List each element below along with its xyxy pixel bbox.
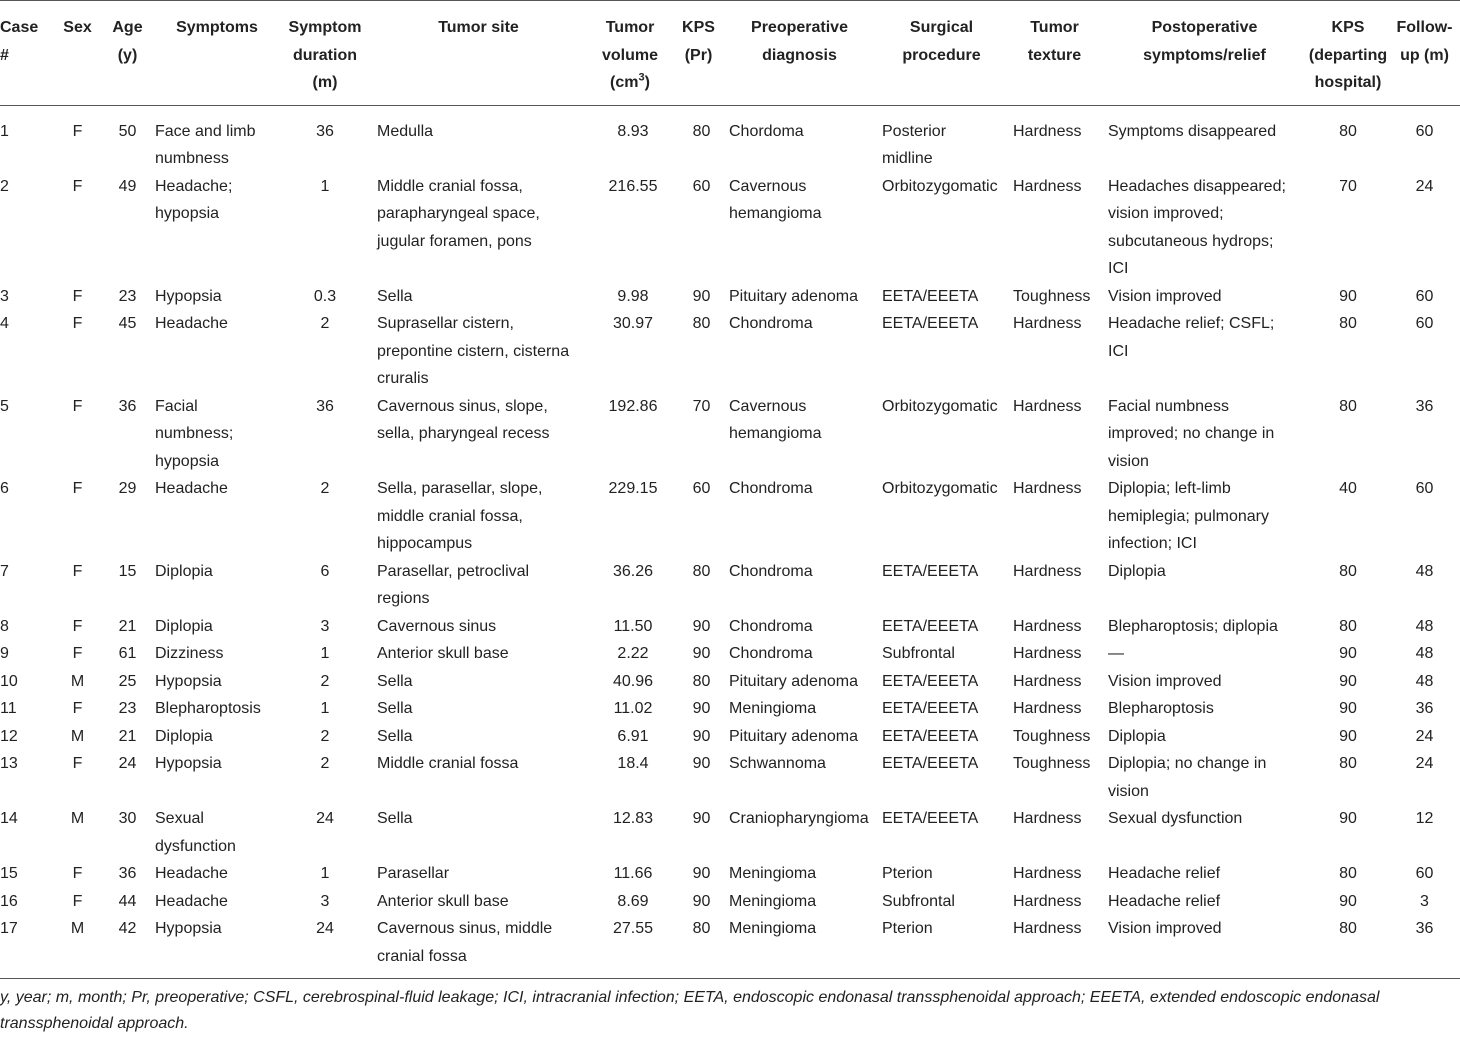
cell-sex: F [72, 865, 83, 882]
cell-case: 3 [0, 287, 9, 305]
cell-postop: Facial numbness improved; no change in vision [1108, 397, 1275, 470]
cell-diagnosis: Meningioma [729, 865, 817, 882]
cell-site: Cavernous sinus, slope, sella, pharyngeal recess [377, 397, 550, 442]
cell-texture: Hardness [1013, 315, 1082, 332]
cell-postop: Vision improved [1108, 672, 1222, 690]
cell-duration: 3 [320, 892, 330, 910]
cell-procedure: EETA/EEETA [882, 617, 979, 635]
cell-postop: Headache relief; CSFL; ICI [1108, 315, 1275, 360]
cell-site: Sella [377, 287, 413, 305]
cell-postop: Diplopia [1108, 727, 1166, 745]
cell-duration: 1 [320, 865, 330, 882]
cell-symptoms: Diplopia [155, 562, 213, 580]
cell-procedure: EETA/EEETA [882, 727, 979, 745]
cell-volume: 8.69 [617, 892, 649, 910]
cell-postop: Blepharoptosis [1108, 700, 1214, 717]
table-row [0, 695, 1460, 723]
cell-kps-pr: 90 [692, 892, 711, 910]
cell-duration: 1 [320, 645, 330, 662]
cell-sex: M [70, 672, 85, 690]
cell-symptoms: Face and limb numbness [155, 122, 256, 167]
table-row [0, 915, 1460, 979]
cell-age: 42 [118, 920, 137, 937]
cell-symptoms: Headache [155, 480, 228, 497]
cell-duration: 2 [320, 727, 330, 745]
cell-duration: 2 [320, 315, 330, 332]
cell-followup: 24 [1415, 727, 1434, 745]
cell-diagnosis: Meningioma [729, 920, 817, 937]
cell-kps-departing: 90 [1339, 672, 1357, 690]
cell-case: 10 [0, 672, 18, 690]
cell-kps-departing: 80 [1339, 617, 1357, 635]
cell-age: 21 [118, 617, 137, 635]
cell-volume: 36.26 [612, 562, 654, 580]
cell-procedure: EETA/EEETA [882, 672, 979, 690]
cell-diagnosis: Schwannoma [729, 755, 826, 772]
cell-procedure: Orbitozygomatic [882, 480, 998, 497]
cell-case: 9 [0, 645, 9, 662]
cell-duration: 24 [316, 810, 334, 827]
header-followup: Follow- up (m) [1389, 1, 1460, 106]
cell-diagnosis: Cavernous hemangioma [729, 177, 822, 222]
header-kps-departing: KPS (departing hospital) [1307, 1, 1389, 106]
table-row [0, 640, 1460, 668]
cell-duration: 2 [320, 755, 330, 772]
cell-case: 13 [0, 755, 18, 772]
cell-duration: 1 [320, 177, 330, 195]
cell-volume: 216.55 [608, 177, 658, 195]
table-body [0, 105, 1460, 979]
cell-volume: 27.55 [612, 920, 654, 937]
cell-procedure: Orbitozygomatic [882, 177, 998, 195]
cell-followup: 60 [1415, 480, 1434, 497]
header-procedure: Surgical procedure [876, 1, 1007, 106]
cell-diagnosis: Meningioma [729, 892, 817, 910]
cell-kps-pr: 90 [692, 727, 711, 745]
cell-diagnosis: Pituitary adenoma [729, 287, 858, 305]
cell-followup: 48 [1415, 672, 1434, 690]
cell-postop: Vision improved [1108, 920, 1222, 937]
cell-site: Sella [377, 700, 413, 717]
cell-kps-pr: 90 [692, 755, 711, 772]
cell-age: 61 [118, 645, 137, 662]
cell-followup: 3 [1420, 892, 1429, 910]
cell-diagnosis: Chondroma [729, 480, 813, 497]
cell-age: 36 [118, 865, 137, 882]
cell-diagnosis: Chondroma [729, 645, 813, 662]
cell-kps-departing: 90 [1339, 727, 1357, 745]
cell-case: 5 [0, 397, 9, 415]
cell-sex: F [72, 480, 83, 497]
cell-sex: F [72, 122, 83, 140]
cell-kps-departing: 70 [1339, 177, 1357, 195]
cell-site: Cavernous sinus [377, 617, 497, 635]
cell-kps-pr: 80 [692, 122, 711, 140]
header-symptoms: Symptoms [155, 1, 279, 106]
cell-sex: M [70, 920, 85, 937]
cell-diagnosis: Cavernous hemangioma [729, 397, 822, 442]
cell-volume: 30.97 [612, 315, 654, 332]
cell-site: Middle cranial fossa [377, 755, 519, 772]
table-row [0, 558, 1460, 613]
cell-kps-pr: 90 [692, 617, 711, 635]
cell-site: Suprasellar cistern, prepontine cistern, cisterna cruralis [377, 315, 570, 387]
table-row [0, 173, 1460, 283]
cell-symptoms: Blepharoptosis [155, 700, 261, 717]
cell-kps-departing: 90 [1339, 645, 1357, 662]
cell-symptoms: Headache [155, 892, 228, 910]
cell-case: 15 [0, 865, 18, 882]
cell-duration: 2 [320, 672, 330, 690]
cell-duration: 2 [320, 480, 330, 497]
header-diagnosis: Preoperative diagnosis [723, 1, 876, 106]
table-row [0, 750, 1460, 805]
cell-texture: Hardness [1013, 645, 1082, 662]
table-row [0, 860, 1460, 888]
cell-site: Sella, parasellar, slope, middle cranial fossa, hippocampus [377, 480, 543, 552]
cell-kps-departing: 40 [1339, 480, 1357, 497]
cell-kps-departing: 80 [1339, 122, 1357, 140]
header-kps-pr: KPS (Pr) [674, 1, 723, 106]
cell-sex: F [72, 562, 83, 580]
cell-kps-pr: 90 [692, 287, 711, 305]
cell-duration: 24 [316, 920, 334, 937]
cell-postop: Diplopia [1108, 562, 1166, 580]
cell-symptoms: Headache [155, 865, 228, 882]
cell-age: 23 [118, 287, 137, 305]
cell-postop: Headache relief [1108, 892, 1221, 910]
cell-followup: 48 [1415, 645, 1434, 662]
cell-case: 8 [0, 617, 9, 635]
cell-age: 50 [118, 122, 137, 140]
cell-kps-pr: 90 [692, 865, 711, 882]
cell-kps-departing: 80 [1339, 920, 1357, 937]
cell-volume: 8.93 [617, 122, 649, 140]
cell-site: Middle cranial fossa, parapharyngeal space, jugular foramen, pons [377, 177, 540, 250]
cell-texture: Hardness [1013, 920, 1082, 937]
cell-kps-departing: 80 [1339, 397, 1357, 415]
table-row [0, 393, 1460, 476]
cell-kps-pr: 90 [692, 700, 711, 717]
cell-site: Parasellar [377, 865, 450, 882]
cell-case: 2 [0, 177, 9, 195]
cell-followup: 24 [1415, 177, 1434, 195]
cell-texture: Hardness [1013, 892, 1082, 910]
cell-volume: 192.86 [608, 397, 658, 415]
cell-sex: M [70, 810, 85, 827]
cell-texture: Toughness [1013, 287, 1091, 305]
cell-volume: 2.22 [617, 645, 649, 662]
cell-kps-departing: 80 [1339, 755, 1357, 772]
cell-followup: 60 [1415, 865, 1434, 882]
cell-followup: 36 [1415, 397, 1434, 415]
cell-procedure: EETA/EEETA [882, 700, 979, 717]
cell-kps-departing: 80 [1339, 865, 1357, 882]
cell-postop: Vision improved [1108, 287, 1222, 305]
cell-site: Anterior skull base [377, 892, 509, 910]
table-row [0, 888, 1460, 916]
cell-texture: Hardness [1013, 480, 1082, 497]
cell-age: 24 [118, 755, 137, 772]
cell-kps-pr: 90 [692, 810, 711, 827]
cell-followup: 60 [1415, 315, 1434, 332]
table-row [0, 475, 1460, 558]
cell-followup: 36 [1415, 920, 1434, 937]
cell-age: 36 [118, 397, 137, 415]
cell-diagnosis: Chordoma [729, 122, 804, 140]
cell-age: 15 [118, 562, 137, 580]
cell-kps-pr: 80 [692, 562, 711, 580]
cell-volume: 229.15 [608, 480, 658, 497]
cell-texture: Hardness [1013, 865, 1082, 882]
cell-duration: 0.3 [313, 287, 337, 305]
cell-symptoms: Dizziness [155, 645, 224, 662]
cell-symptoms: Hypopsia [155, 755, 222, 772]
cell-site: Anterior skull base [377, 645, 509, 662]
cell-case: 11 [0, 700, 17, 717]
cell-followup: 12 [1415, 810, 1434, 827]
cell-age: 25 [118, 672, 137, 690]
cell-sex: F [72, 645, 83, 662]
cell-sex: F [72, 617, 83, 635]
cell-volume: 18.4 [617, 755, 649, 772]
cell-age: 44 [118, 892, 137, 910]
header-postop: Postoperative symptoms/relief [1102, 1, 1307, 106]
cell-symptoms: Diplopia [155, 617, 213, 635]
header-texture: Tumor texture [1007, 1, 1102, 106]
cell-kps-departing: 90 [1339, 892, 1357, 910]
cell-procedure: Subfrontal [882, 645, 955, 662]
cell-age: 23 [118, 700, 137, 717]
cell-symptoms: Headache; hypopsia [155, 177, 233, 222]
cell-site: Sella [377, 727, 413, 745]
cell-procedure: EETA/EEETA [882, 287, 979, 305]
table-row [0, 805, 1460, 860]
cell-symptoms: Hypopsia [155, 287, 222, 305]
table-footnote: y, year; m, month; Pr, preoperative; CSFL, cerebrospinal-fluid leakage; ICI, intracranial infection; EETA, endoscopic endonasal transsphenoidal approach; EEETA, extended endoscopic endonasal transsphenoidal approach. [0, 989, 1380, 1032]
cell-texture: Hardness [1013, 700, 1082, 717]
cell-case: 6 [0, 480, 9, 497]
cell-texture: Toughness [1013, 727, 1091, 745]
cell-procedure: Subfrontal [882, 892, 955, 910]
cell-diagnosis: Pituitary adenoma [729, 672, 858, 690]
cell-age: 49 [118, 177, 137, 195]
cell-case: 1 [0, 122, 9, 140]
cell-followup: 48 [1415, 562, 1434, 580]
header-case: Case # [0, 1, 55, 106]
cell-case: 14 [0, 810, 18, 827]
cell-procedure: Pterion [882, 865, 933, 882]
cell-duration: 36 [316, 397, 334, 415]
cell-texture: Hardness [1013, 672, 1082, 690]
cell-age: 45 [118, 315, 137, 332]
cell-kps-pr: 70 [692, 397, 711, 415]
cell-sex: F [72, 755, 83, 772]
table-row [0, 723, 1460, 751]
cell-postop: — [1108, 645, 1124, 662]
cell-age: 21 [118, 727, 137, 745]
cell-procedure: EETA/EEETA [882, 562, 979, 580]
cell-postop: Sexual dysfunction [1108, 810, 1243, 827]
cell-case: 16 [0, 892, 18, 910]
cell-volume: 40.96 [612, 672, 654, 690]
cell-kps-pr: 60 [692, 480, 711, 497]
cell-procedure: EETA/EEETA [882, 755, 979, 772]
cell-site: Cavernous sinus, middle cranial fossa [377, 920, 553, 965]
cell-procedure: EETA/EEETA [882, 810, 979, 827]
cell-symptoms: Hypopsia [155, 920, 222, 937]
cell-kps-pr: 60 [692, 177, 711, 195]
cell-postop: Diplopia; no change in vision [1108, 755, 1267, 800]
cell-texture: Hardness [1013, 562, 1082, 580]
cell-kps-pr: 80 [692, 315, 711, 332]
cell-followup: 60 [1415, 122, 1434, 140]
cell-duration: 36 [316, 122, 334, 140]
cell-procedure: EETA/EEETA [882, 315, 979, 332]
cell-volume: 11.66 [613, 865, 653, 882]
cell-diagnosis: Meningioma [729, 700, 817, 717]
cell-procedure: Posterior midline [882, 122, 947, 167]
cell-postop: Headache relief [1108, 865, 1221, 882]
cell-symptoms: Sexual dysfunction [155, 810, 236, 855]
cell-age: 29 [118, 480, 137, 497]
cell-symptoms: Facial numbness; hypopsia [155, 397, 234, 470]
cell-diagnosis: Chondroma [729, 315, 813, 332]
cell-kps-departing: 90 [1339, 287, 1357, 305]
cell-duration: 3 [320, 617, 330, 635]
cell-kps-pr: 80 [692, 920, 711, 937]
cell-site: Parasellar, petroclival regions [377, 562, 530, 607]
cell-diagnosis: Pituitary adenoma [729, 727, 858, 745]
cell-sex: F [72, 315, 83, 332]
cell-diagnosis: Chondroma [729, 562, 813, 580]
cell-sex: F [72, 287, 83, 305]
cell-postop: Blepharoptosis; diplopia [1108, 617, 1278, 635]
cell-sex: F [72, 177, 83, 195]
cell-duration: 1 [320, 700, 330, 717]
cell-case: 4 [0, 315, 9, 332]
table-row [0, 283, 1460, 311]
table-row [0, 105, 1460, 173]
cell-texture: Hardness [1013, 177, 1082, 195]
cell-diagnosis: Craniopharyngioma [729, 810, 869, 827]
cell-kps-departing: 80 [1339, 315, 1357, 332]
cell-site: Sella [377, 672, 413, 690]
cell-diagnosis: Chondroma [729, 617, 813, 635]
header-volume: Tumor volume $(cm^3)$ [586, 1, 674, 106]
cell-site: Medulla [377, 122, 434, 140]
cell-postop: Headaches disappeared; vision improved; subcutaneous hydrops; ICI [1108, 177, 1286, 277]
cell-texture: Hardness [1013, 122, 1082, 140]
cell-followup: 60 [1415, 287, 1434, 305]
table-row [0, 668, 1460, 696]
cell-case: 17 [0, 920, 18, 937]
cell-kps-pr: 90 [692, 645, 711, 662]
cell-volume: 11.02 [613, 700, 653, 717]
cell-sex: F [72, 397, 83, 415]
cell-texture: Hardness [1013, 617, 1082, 635]
header-age: Age (y) [100, 1, 155, 106]
cell-texture: Hardness [1013, 397, 1082, 415]
cell-procedure: Orbitozygomatic [882, 397, 998, 415]
cell-followup: 24 [1415, 755, 1434, 772]
cell-symptoms: Headache [155, 315, 228, 332]
cell-postop: Diplopia; left-limb hemiplegia; pulmonary infection; ICI [1108, 480, 1269, 552]
cell-volume: 11.50 [613, 617, 653, 635]
cell-procedure: Pterion [882, 920, 933, 937]
cell-volume: 12.83 [612, 810, 654, 827]
cell-sex: F [72, 700, 83, 717]
cell-age: 30 [118, 810, 137, 827]
table-row [0, 613, 1460, 641]
cell-kps-departing: 80 [1339, 562, 1357, 580]
cell-duration: 6 [320, 562, 330, 580]
cell-site: Sella [377, 810, 413, 827]
cell-kps-pr: 80 [692, 672, 711, 690]
cell-case: 12 [0, 727, 18, 745]
cell-texture: Toughness [1013, 755, 1091, 772]
cell-kps-departing: 90 [1339, 700, 1357, 717]
cell-texture: Hardness [1013, 810, 1082, 827]
cell-postop: Symptoms disappeared [1108, 122, 1277, 140]
cell-sex: M [70, 727, 85, 745]
header-sex: Sex [55, 1, 100, 106]
cell-case: 7 [0, 562, 9, 580]
cell-sex: F [72, 892, 83, 910]
header-site: Tumor site [371, 1, 586, 106]
table-row [0, 310, 1460, 393]
cell-symptoms: Diplopia [155, 727, 213, 745]
cell-symptoms: Hypopsia [155, 672, 222, 690]
table-header [0, 1, 1460, 106]
header-duration: Symptom duration (m) [279, 1, 371, 106]
cell-followup: 36 [1415, 700, 1434, 717]
cell-volume: 9.98 [617, 287, 649, 305]
cell-kps-departing: 90 [1339, 810, 1357, 827]
cell-followup: 48 [1415, 617, 1434, 635]
cell-volume: 6.91 [617, 727, 649, 745]
